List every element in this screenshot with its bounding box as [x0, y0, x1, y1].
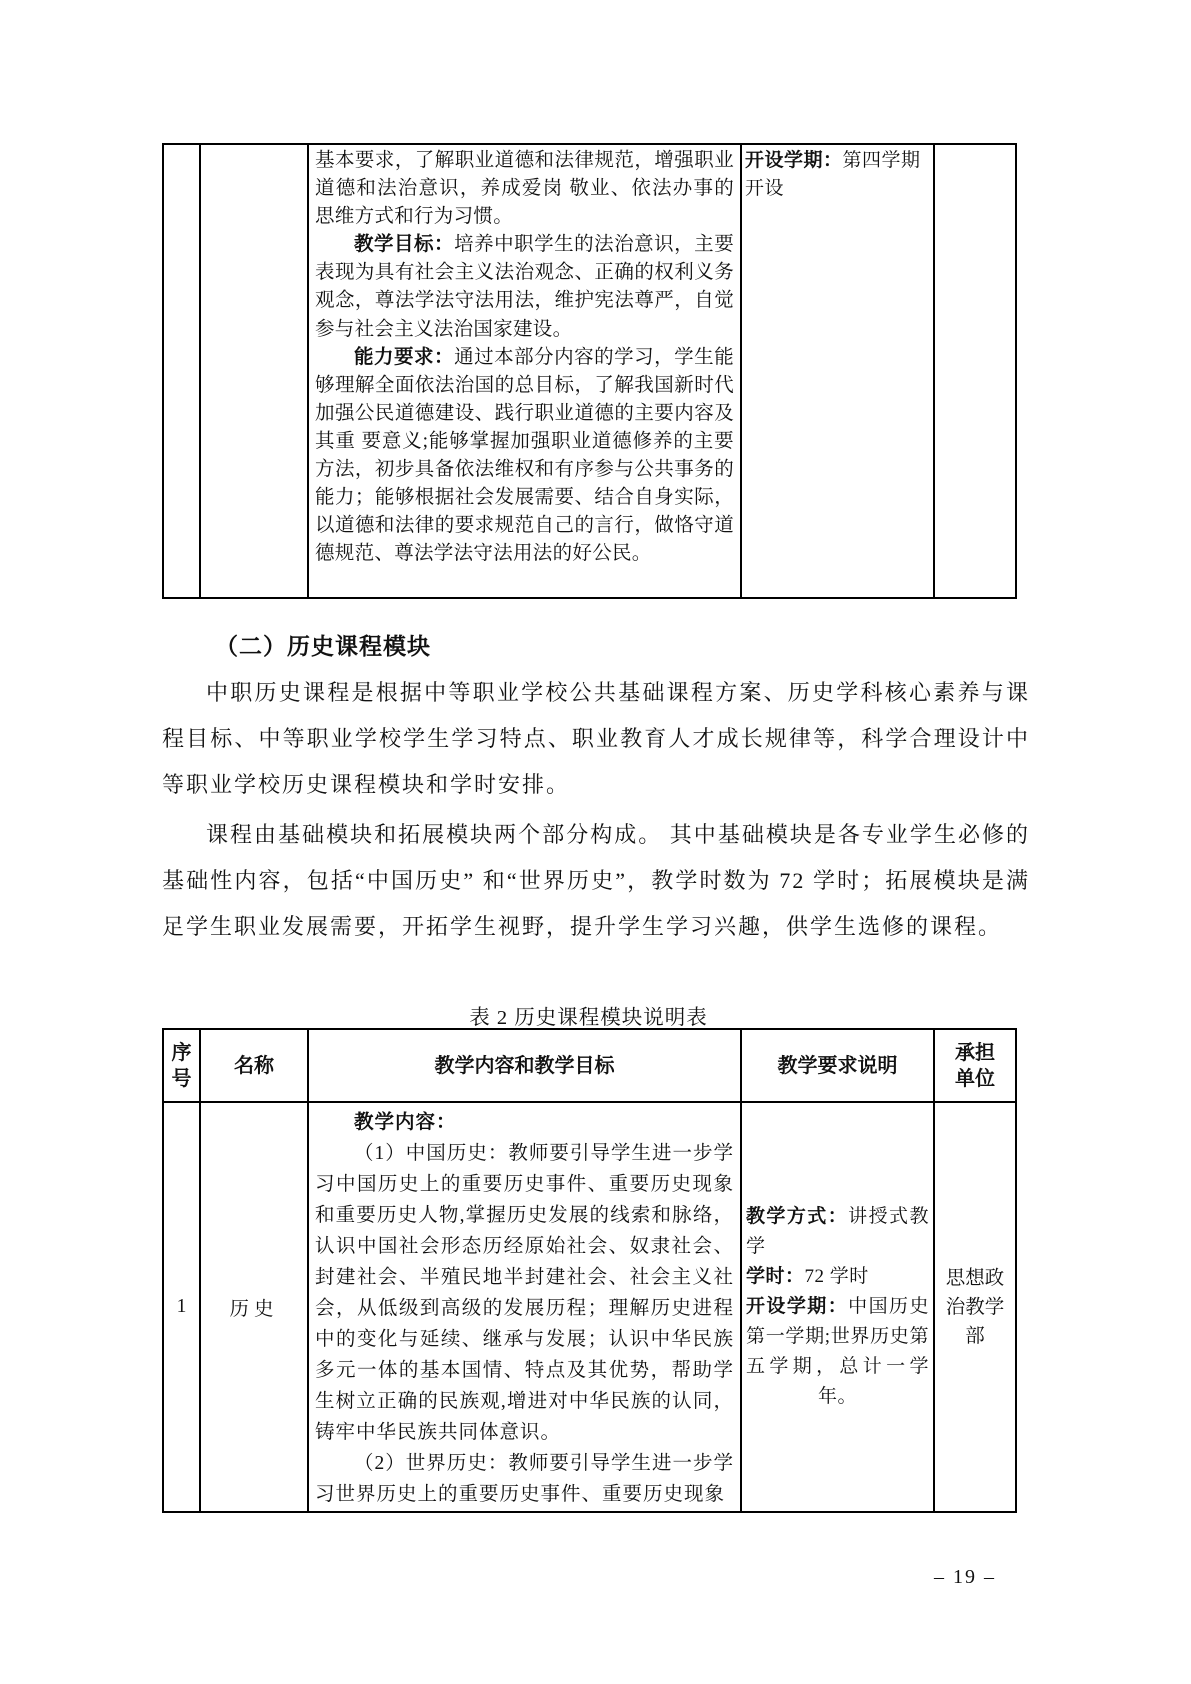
table2-caption: 表 2 历史课程模块说明表: [469, 1007, 708, 1029]
semester-note: [742, 145, 933, 203]
ability-requirement-text: 通过本部分内容的学习，学生能够理解全面依法治国的总目标，了解我国新时代加强公民道德建设、践行职业道德的主要内容及其重 要意义;能够掌握加强职业道德修养的主要方法，初步具备依法维权和有序参与公共事务的能力；能够根据社会发展需要、结合自身实际，以道德和法律的要求规范自己的言行，做恪守道德规范、尊法学法守法用法的好公民。: [315, 346, 734, 565]
unit-cell-empty: [934, 144, 1016, 598]
header-unit-text: 承担单位: [955, 1041, 995, 1090]
history-requirement-text: [742, 1202, 933, 1412]
semester-text-history: 中国历史第一学期;世界历史第五学期，总计一学年。: [746, 1296, 929, 1407]
hours-paragraph: [746, 1262, 929, 1292]
body-paragraph-2: 课程由基础模块和拓展模块两个部分构成。 其中基础模块是各专业学生必修的基础性内容，包括“中国历史” 和“世界历史”，教学时数为 72 学时；拓展模块是满足学生职业发展需要，开拓学生视野，提升学生学习兴趣，供学生选修的课程。: [162, 822, 1030, 939]
history-content-item2: （2）世界历史：教师要引导学生进一步学习世界历史上的重要历史事件、重要历史现象: [315, 1453, 734, 1505]
history-content-cell: [308, 1102, 741, 1512]
course-table-continuation: [162, 143, 1017, 599]
history-module-table: [162, 1028, 1017, 1513]
header-content: 教学内容和教学目标: [308, 1029, 741, 1102]
teaching-content-cell: [308, 144, 741, 598]
body-paragraph-1: 中职历史课程是根据中等职业学校公共基础课程方案、历史学科核心素养与课程目标、中等职业学校学生学习特点、职业教育人才成长规律等，科学合理设计中等职业学校历史课程模块和学时安排。: [162, 680, 1030, 797]
section-heading: （二）历史课程模块: [215, 633, 431, 659]
semester-label: 开设学期：: [745, 150, 843, 171]
teaching-requirement-cell: [741, 144, 934, 598]
hours-text: 72 学时: [804, 1266, 869, 1287]
semester-text: 第四学期开设: [745, 150, 921, 200]
history-unit-cell: [934, 1102, 1016, 1512]
history-row: [163, 1102, 1016, 1512]
name-cell-empty: [200, 144, 308, 598]
basic-requirement-paragraph: 基本要求，了解职业道德和法律规范，增强职业道德和法治意识，养成爱岗 敬业、依法办事的思维方式和行为习惯。: [315, 150, 734, 228]
teaching-goal-text: 培养中职学生的法治意识，主要表现为具有社会主义法治观念、正确的权利义务观念，尊法学法守法用法，维护宪法尊严，自觉参与社会主义法治国家建设。: [315, 234, 734, 340]
history-content-item1: （1）中国历史：教师要引导学生进一步学习中国历史上的重要历史事件、重要历史现象和重要历史人物,掌握历史发展的线索和脉络，认识中国社会形态历经原始社会、奴隶社会、封建社会、半殖民地半封建社会、社会主义社会，从低级到高级的发展历程；理解历史进程中的变化与延续、继承与发展；认识中华民族多元一体的基本国情、特点及其优势，帮助学生树立正确的民族观,增进对中华民族的认同，铸牢中华民族共同体意识。: [315, 1143, 734, 1443]
history-index-cell: 1: [163, 1102, 200, 1512]
page-number: – 19 –: [934, 1566, 996, 1588]
teaching-content-text: [309, 145, 740, 597]
semester-paragraph-history: [746, 1292, 929, 1412]
history-requirement-cell: [741, 1102, 934, 1512]
history-unit-text: 思想政治教学部: [945, 1267, 1005, 1347]
ability-requirement-label: 能力要求：: [354, 346, 455, 368]
semester-paragraph: [745, 147, 930, 203]
history-name-cell: 历史: [200, 1102, 308, 1512]
ability-requirement-paragraph: [315, 344, 734, 569]
method-label: 教学方式：: [746, 1206, 849, 1227]
continuation-row: [163, 144, 1016, 598]
history-content-label: 教学内容：: [354, 1112, 457, 1133]
teaching-goal-paragraph: [315, 231, 734, 343]
method-paragraph: [746, 1202, 929, 1262]
history-table-header-row: [163, 1029, 1016, 1102]
header-unit: [934, 1029, 1016, 1102]
hours-label: 学时：: [746, 1266, 805, 1287]
history-content-text: [309, 1103, 740, 1511]
index-cell-empty: [163, 144, 200, 598]
method-text: 讲授式教学: [746, 1206, 929, 1257]
header-index: 序号: [163, 1029, 200, 1102]
semester-label-history: 开设学期：: [746, 1296, 849, 1317]
header-name: 名称: [200, 1029, 308, 1102]
teaching-goal-label: 教学目标：: [354, 234, 455, 256]
header-requirement: 教学要求说明: [741, 1029, 934, 1102]
